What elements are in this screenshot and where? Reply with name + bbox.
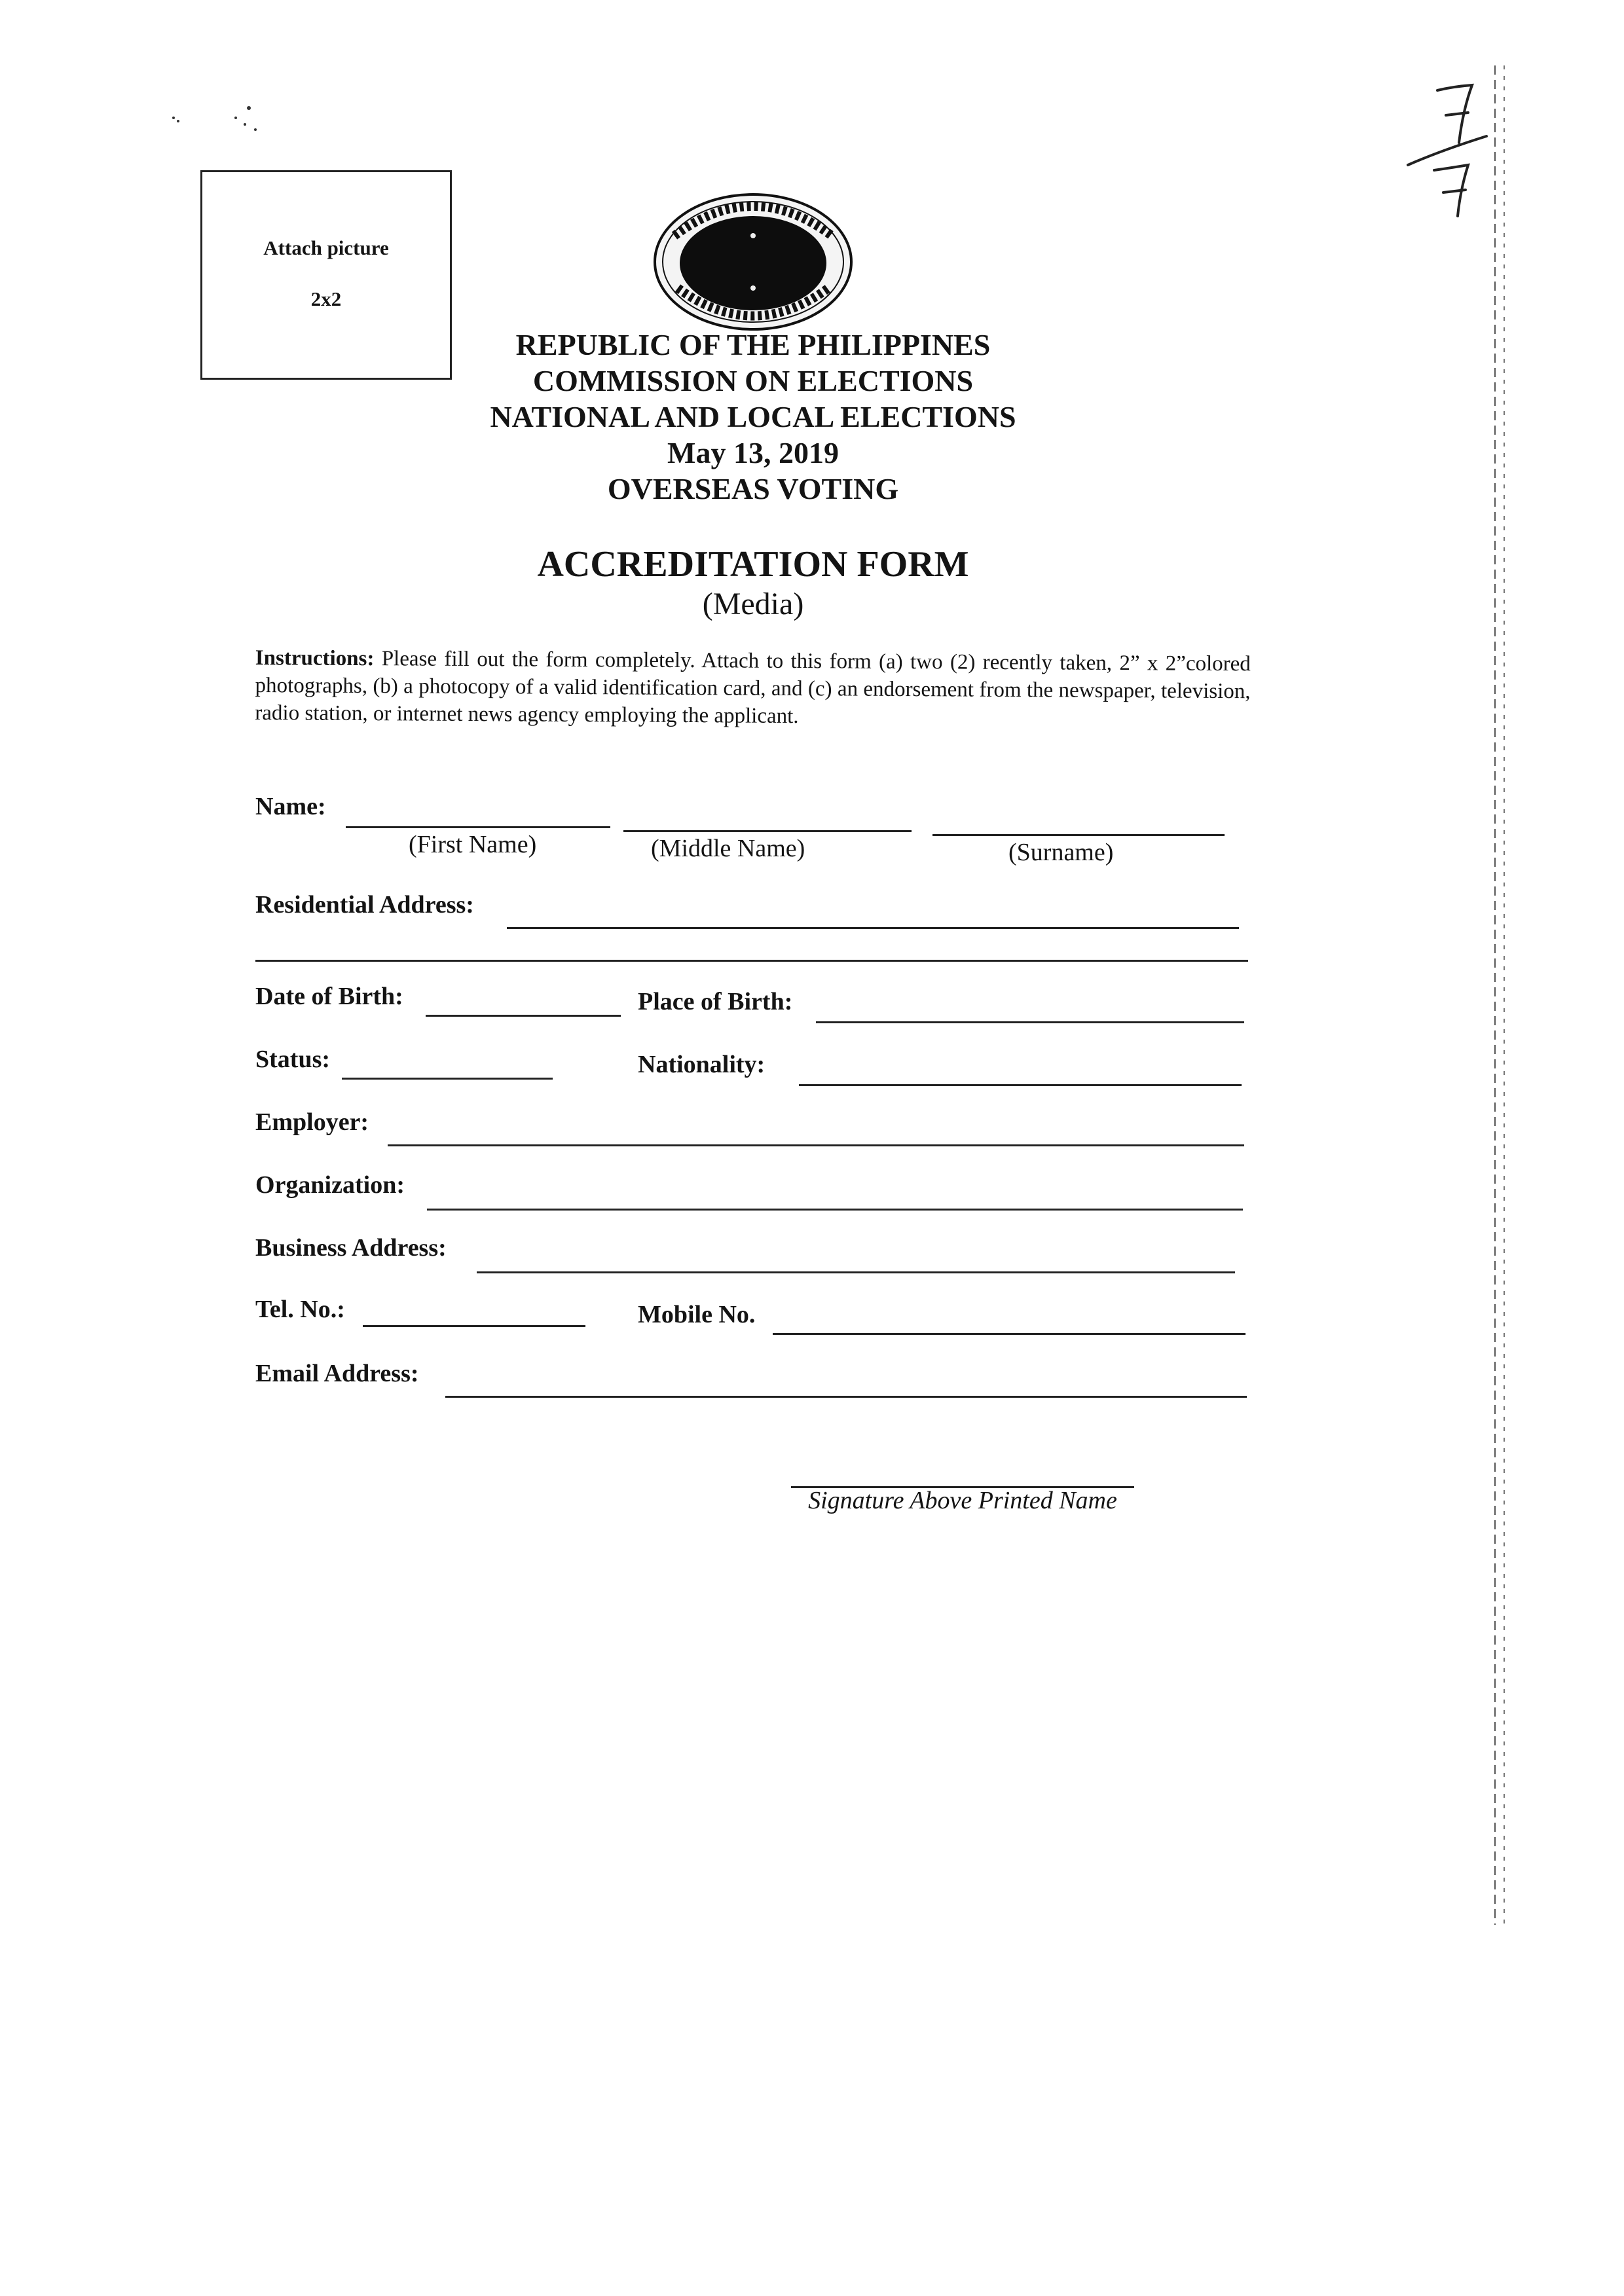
handwritten-page-mark	[1395, 72, 1493, 223]
instructions	[255, 644, 1251, 733]
form-subtitle: (Media)	[702, 587, 804, 621]
first-name-caption: (First Name)	[409, 831, 537, 858]
photo-box-size: 2x2	[310, 287, 342, 310]
employer-line[interactable]	[388, 1144, 1244, 1146]
instructions-text: Please fill out the form completely. Attach to this form (a) two (2) recently taken, 2” x 2”colored photographs, (b) a photocopy of a valid identification card, and (c) an endorsement from the newspaper, television, radio station, or internet news agency employing the applicant.	[255, 647, 1251, 729]
surname-caption: (Surname)	[1008, 839, 1114, 866]
status-line[interactable]	[342, 1078, 553, 1080]
name-label: Name:	[255, 793, 326, 820]
residential-address-line-2[interactable]	[255, 960, 1248, 962]
header-republic: REPUBLIC OF THE PHILIPPINES	[515, 328, 991, 361]
surname-line[interactable]	[932, 834, 1225, 836]
nationality-line[interactable]	[799, 1084, 1242, 1086]
email-address-label: Email Address:	[255, 1360, 419, 1387]
employer-label: Employer:	[255, 1108, 369, 1136]
business-address-line[interactable]	[477, 1271, 1235, 1273]
status-label: Status:	[255, 1046, 331, 1073]
tel-no-line[interactable]	[363, 1325, 585, 1327]
residential-address-line-1[interactable]	[507, 927, 1239, 929]
organization-label: Organization:	[255, 1171, 405, 1199]
photo-box-label: Attach picture	[263, 236, 389, 259]
nationality-label: Nationality:	[638, 1051, 766, 1078]
form-title: ACCREDITATION FORM	[537, 544, 969, 585]
signature-caption: Signature Above Printed Name	[808, 1487, 1117, 1514]
tel-no-label: Tel. No.:	[255, 1296, 345, 1323]
header-overseas-voting: OVERSEAS VOTING	[607, 472, 899, 505]
place-of-birth-line[interactable]	[816, 1021, 1244, 1023]
email-address-line[interactable]	[445, 1396, 1247, 1398]
scan-specks	[164, 98, 295, 137]
header-elections: NATIONAL AND LOCAL ELECTIONS	[490, 400, 1016, 433]
scan-edge-artifact	[1490, 65, 1509, 1925]
middle-name-line[interactable]	[623, 830, 912, 832]
mobile-no-line[interactable]	[773, 1333, 1246, 1335]
header-comelec: COMMISSION ON ELECTIONS	[532, 364, 974, 397]
date-of-birth-label: Date of Birth:	[255, 983, 403, 1010]
place-of-birth-label: Place of Birth:	[638, 988, 793, 1015]
residential-address-label: Residential Address:	[255, 891, 474, 919]
mobile-no-label: Mobile No.	[638, 1301, 756, 1328]
date-of-birth-line[interactable]	[426, 1015, 621, 1017]
middle-name-caption: (Middle Name)	[651, 835, 805, 862]
organization-line[interactable]	[427, 1209, 1243, 1211]
first-name-line[interactable]	[346, 826, 610, 828]
business-address-label: Business Address:	[255, 1234, 447, 1262]
comelec-seal	[648, 190, 858, 334]
instructions-label: Instructions:	[255, 646, 375, 671]
header-date: May 13, 2019	[667, 436, 839, 469]
